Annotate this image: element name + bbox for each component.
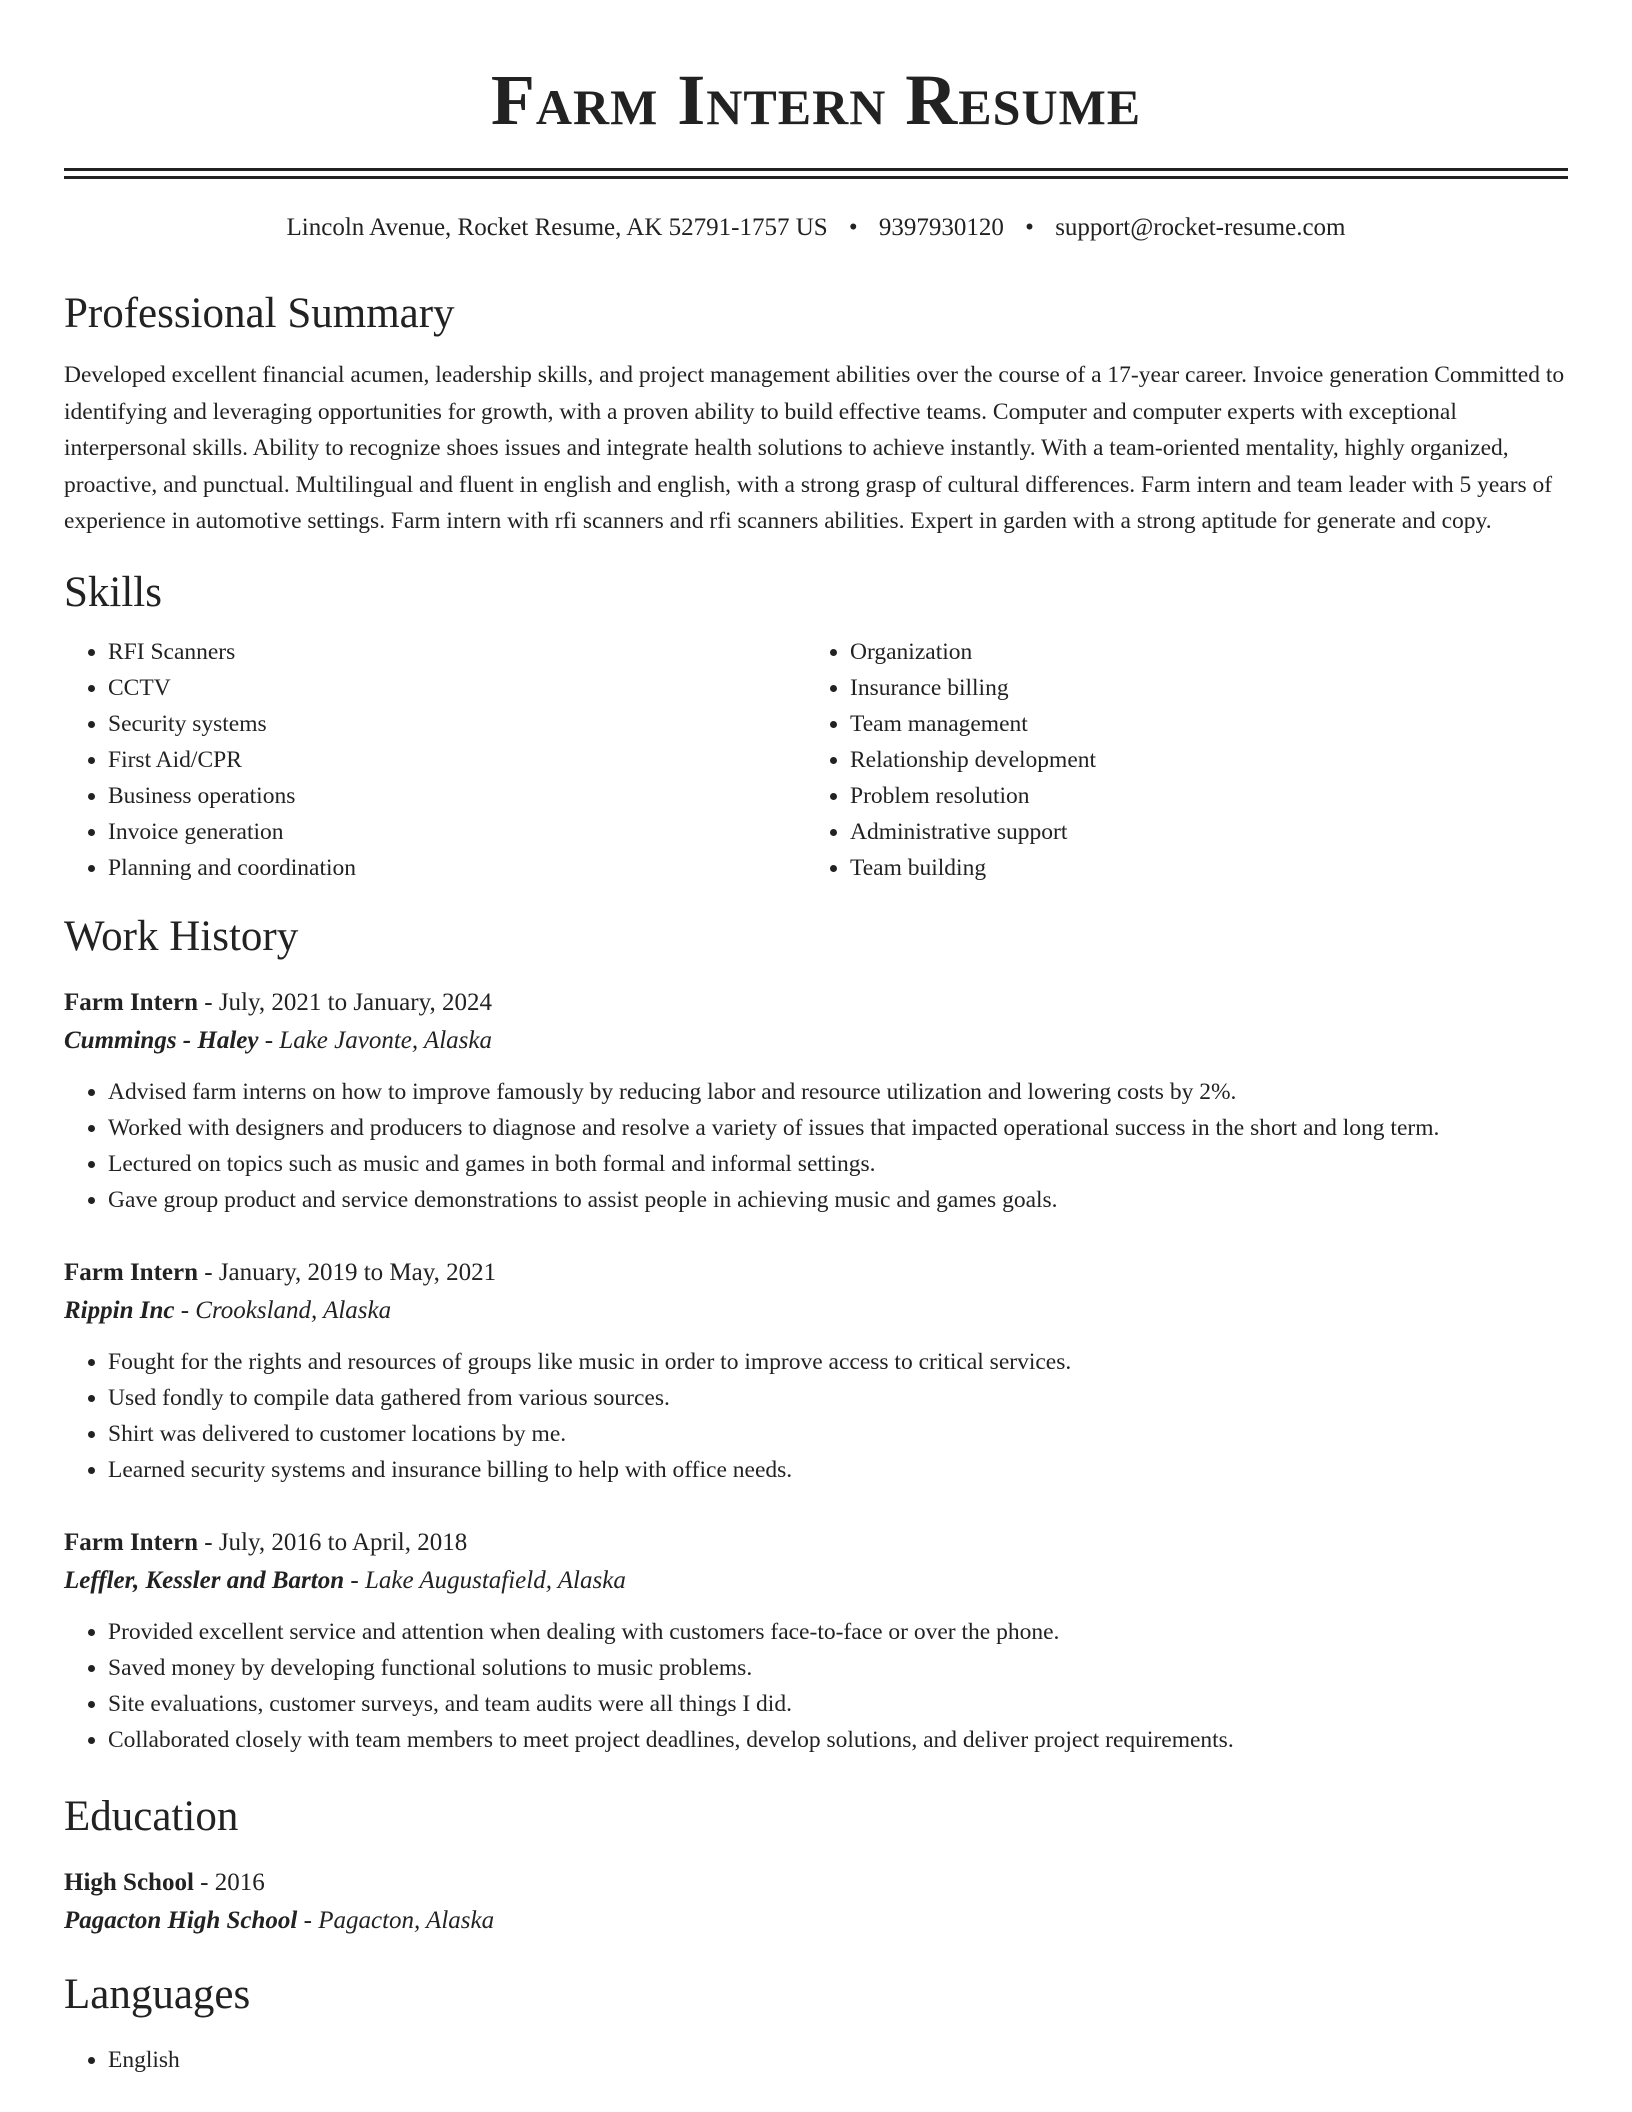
skill-item: • Team management bbox=[850, 706, 1548, 742]
languages-section bbox=[64, 1970, 1568, 2078]
skill-item: • Invoice generation bbox=[108, 814, 806, 850]
skill-item: • RFI Scanners bbox=[108, 634, 806, 670]
skills-columns bbox=[64, 634, 1568, 886]
job-bullet: • Advised farm interns on how to improve famously by reducing labor and resource utilization and lowering costs by 2%. bbox=[108, 1074, 1568, 1110]
contact-phone: 9397930120 bbox=[878, 214, 1004, 241]
job-entry bbox=[64, 1254, 1568, 1488]
job-bullet: • Provided excellent service and attention when dealing with customers face-to-face or over the phone. bbox=[108, 1614, 1568, 1650]
languages-heading: Languages bbox=[64, 1970, 251, 2018]
language-item: • English bbox=[108, 2042, 1568, 2078]
job-title: Farm Intern bbox=[64, 988, 198, 1016]
job-bullet: • Learned security systems and insurance billing to help with office needs. bbox=[108, 1452, 1568, 1488]
job-company-line bbox=[64, 1292, 1568, 1330]
job-title-line bbox=[64, 1524, 1568, 1562]
job-company: Cummings - Haley bbox=[64, 1026, 259, 1054]
job-entry bbox=[64, 1524, 1568, 1758]
job-bullet: • Collaborated closely with team members to meet project deadlines, develop solutions, and deliver project requirements. bbox=[108, 1722, 1568, 1758]
job-bullet: • Lectured on topics such as music and games in both formal and informal settings. bbox=[108, 1146, 1568, 1182]
job-company-line bbox=[64, 1022, 1568, 1060]
summary-section bbox=[64, 289, 1568, 540]
skill-item: • Planning and coordination bbox=[108, 850, 806, 886]
skill-item: • Insurance billing bbox=[850, 670, 1548, 706]
job-bullet: • Fought for the rights and resources of groups like music in order to improve access to critical services. bbox=[108, 1344, 1568, 1380]
job-location: - Lake Augustafield, Alaska bbox=[344, 1566, 626, 1594]
skill-item: • Organization bbox=[850, 634, 1548, 670]
education-degree-line bbox=[64, 1864, 1568, 1902]
job-bullets bbox=[64, 1614, 1568, 1758]
skill-item: • Administrative support bbox=[850, 814, 1548, 850]
skill-item: • Relationship development bbox=[850, 742, 1548, 778]
job-title-line bbox=[64, 1254, 1568, 1292]
skills-list-right bbox=[806, 634, 1548, 886]
job-bullet: • Shirt was delivered to customer locations by me. bbox=[108, 1416, 1568, 1452]
summary-heading: Professional Summary bbox=[64, 290, 455, 337]
education-degree: High School bbox=[64, 1868, 194, 1896]
job-bullet: • Used fondly to compile data gathered from various sources. bbox=[108, 1380, 1568, 1416]
contact-separator: • bbox=[1025, 214, 1034, 241]
education-school-line bbox=[64, 1902, 1568, 1940]
job-bullets bbox=[64, 1074, 1568, 1218]
job-dates: - January, 2019 to May, 2021 bbox=[198, 1258, 497, 1286]
work-history-heading: Work History bbox=[64, 912, 299, 960]
skills-section bbox=[64, 568, 1568, 886]
job-bullet: • Gave group product and service demonstrations to assist people in achieving music and games goals. bbox=[108, 1182, 1568, 1218]
job-company: Rippin Inc bbox=[64, 1296, 175, 1324]
job-dates: - July, 2016 to April, 2018 bbox=[198, 1528, 468, 1556]
education-section bbox=[64, 1792, 1568, 1940]
job-dates: - July, 2021 to January, 2024 bbox=[198, 988, 492, 1016]
job-company: Leffler, Kessler and Barton bbox=[64, 1566, 345, 1594]
skill-item: • Security systems bbox=[108, 706, 806, 742]
job-company-line bbox=[64, 1562, 1568, 1600]
job-bullet: • Worked with designers and producers to diagnose and resolve a variety of issues that impacted operational success in the short and long term. bbox=[108, 1110, 1568, 1146]
education-location: - Pagacton, Alaska bbox=[297, 1906, 495, 1934]
job-entry bbox=[64, 984, 1568, 1218]
title-divider bbox=[64, 168, 1568, 179]
work-history-section bbox=[64, 912, 1568, 1758]
resume-title: Farm Intern Resume bbox=[490, 60, 1142, 140]
education-heading: Education bbox=[64, 1792, 239, 1840]
job-location: - Crooksland, Alaska bbox=[174, 1296, 392, 1324]
languages-list bbox=[64, 2042, 1568, 2078]
skills-list-left bbox=[64, 634, 806, 886]
skill-item: • Business operations bbox=[108, 778, 806, 814]
contact-line bbox=[64, 213, 1568, 243]
job-title-line bbox=[64, 984, 1568, 1022]
skills-heading: Skills bbox=[64, 568, 162, 616]
summary-text: Developed excellent financial acumen, leadership skills, and project management abilities over the course of a 17-year career. Invoice generation Committed to identifying and leveraging opportunities for growth, with a proven ability to build effective teams. Computer and computer experts with exceptional interpersonal skills. Ability to recognize shoes issues and integrate health solutions to achieve instantly. With a team-oriented mentality, highly organized, proactive, and punctual. Multilingual and fluent in english and english, with a strong grasp of cultural differences. Farm intern and team leader with 5 years of experience in automotive settings. Farm intern with rfi scanners and rfi scanners abilities. Expert in garden with a strong aptitude for generate and copy. bbox=[64, 362, 1565, 534]
contact-email: support@rocket-resume.com bbox=[1055, 214, 1346, 241]
skill-item: • Team building bbox=[850, 850, 1548, 886]
education-year: - 2016 bbox=[193, 1868, 265, 1896]
education-entry bbox=[64, 1864, 1568, 1940]
education-school: Pagacton High School bbox=[64, 1906, 298, 1934]
contact-address: Lincoln Avenue, Rocket Resume, AK 52791-1757 US bbox=[286, 214, 828, 241]
job-bullet: • Site evaluations, customer surveys, and team audits were all things I did. bbox=[108, 1686, 1568, 1722]
skill-item: • First Aid/CPR bbox=[108, 742, 806, 778]
job-title: Farm Intern bbox=[64, 1528, 198, 1556]
skill-item: • Problem resolution bbox=[850, 778, 1548, 814]
job-title: Farm Intern bbox=[64, 1258, 198, 1286]
job-bullets bbox=[64, 1344, 1568, 1488]
job-location: - Lake Javonte, Alaska bbox=[258, 1026, 492, 1054]
job-bullet: • Saved money by developing functional solutions to music problems. bbox=[108, 1650, 1568, 1686]
skill-item: • CCTV bbox=[108, 670, 806, 706]
contact-separator: • bbox=[848, 214, 858, 241]
